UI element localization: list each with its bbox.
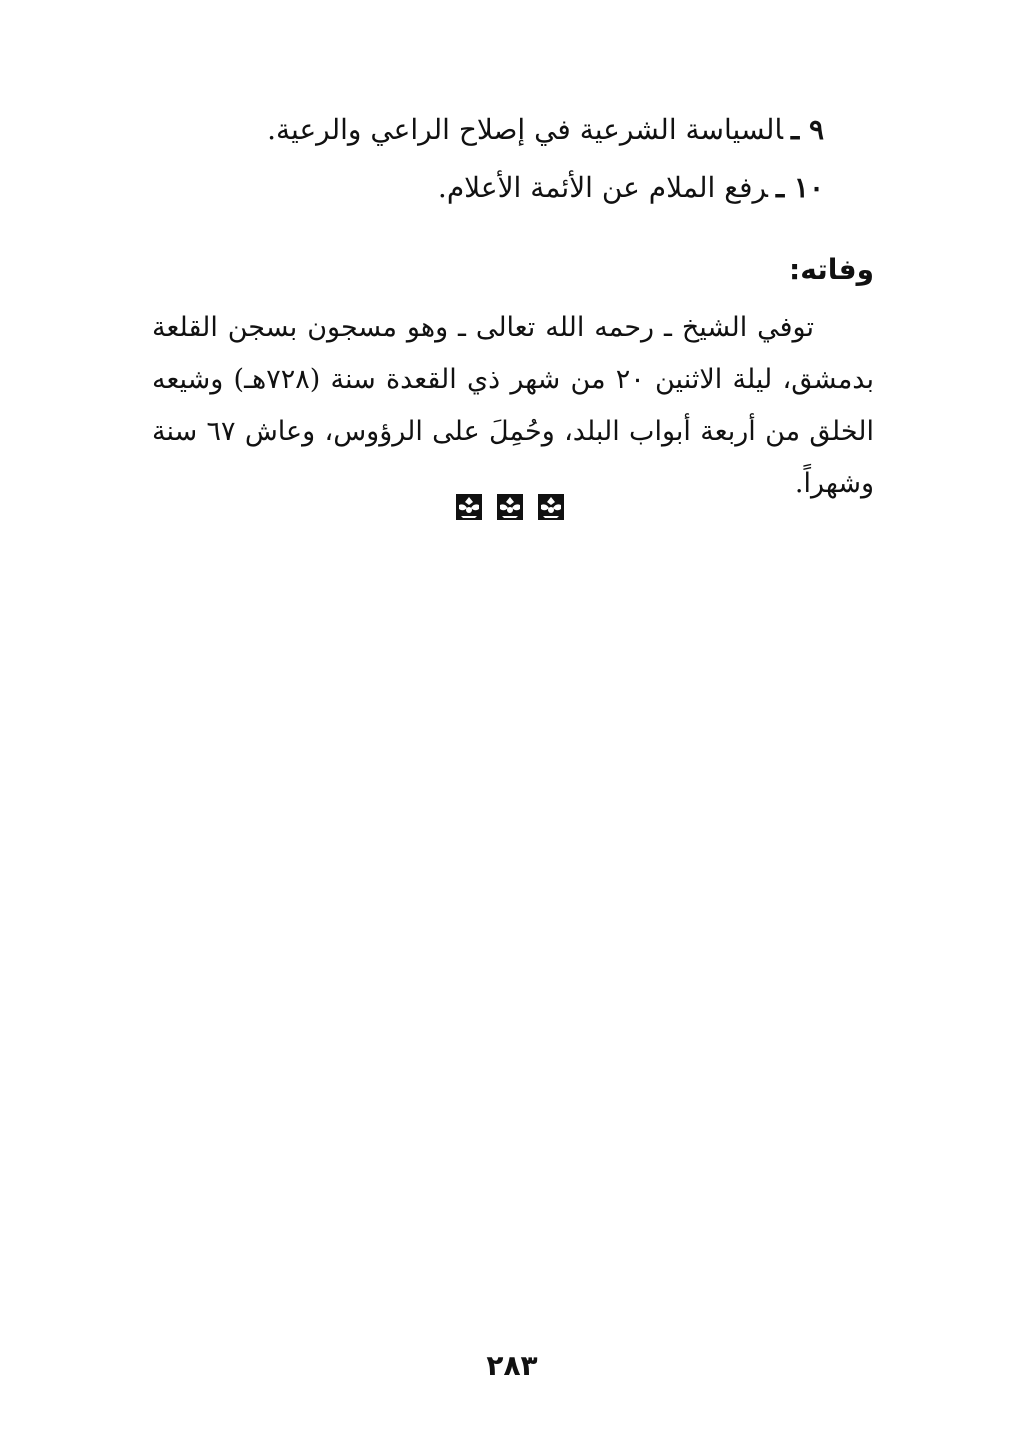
list-item-text: رفع الملام عن الأئمة الأعلام. [437, 171, 768, 204]
paragraph-line: بدمشق، ليلة الاثنين ٢٠ من شهر ذي القعدة سنة (٧٢٨هـ) وشيعه [152, 364, 874, 395]
section-heading: وفاته: [789, 253, 874, 286]
paragraph-line: وشهراً. [794, 468, 874, 499]
page-number: ٢٨٣ [486, 1349, 538, 1382]
paragraph-line: توفي الشيخ ـ رحمه الله تعالى ـ وهو مسجون بسجن القلعة [152, 312, 814, 343]
death-paragraph [152, 302, 874, 510]
list-item-text: السياسة الشرعية في إصلاح الراعي والرعية. [267, 113, 783, 146]
list-item [438, 168, 824, 208]
list-item-number: ٩ ـ [791, 113, 824, 146]
list-item-number: ١٠ ـ [775, 171, 824, 204]
paragraph-line: الخلق من أربعة أبواب البلد، وحُمِلَ على الرؤوس، وعاش ٦٧ سنة [152, 416, 874, 447]
section-divider-ornaments [455, 493, 565, 523]
floral-ornament-icon [537, 493, 565, 521]
list-item [267, 110, 824, 150]
floral-ornament-icon [496, 493, 524, 521]
floral-ornament-icon [455, 493, 483, 521]
